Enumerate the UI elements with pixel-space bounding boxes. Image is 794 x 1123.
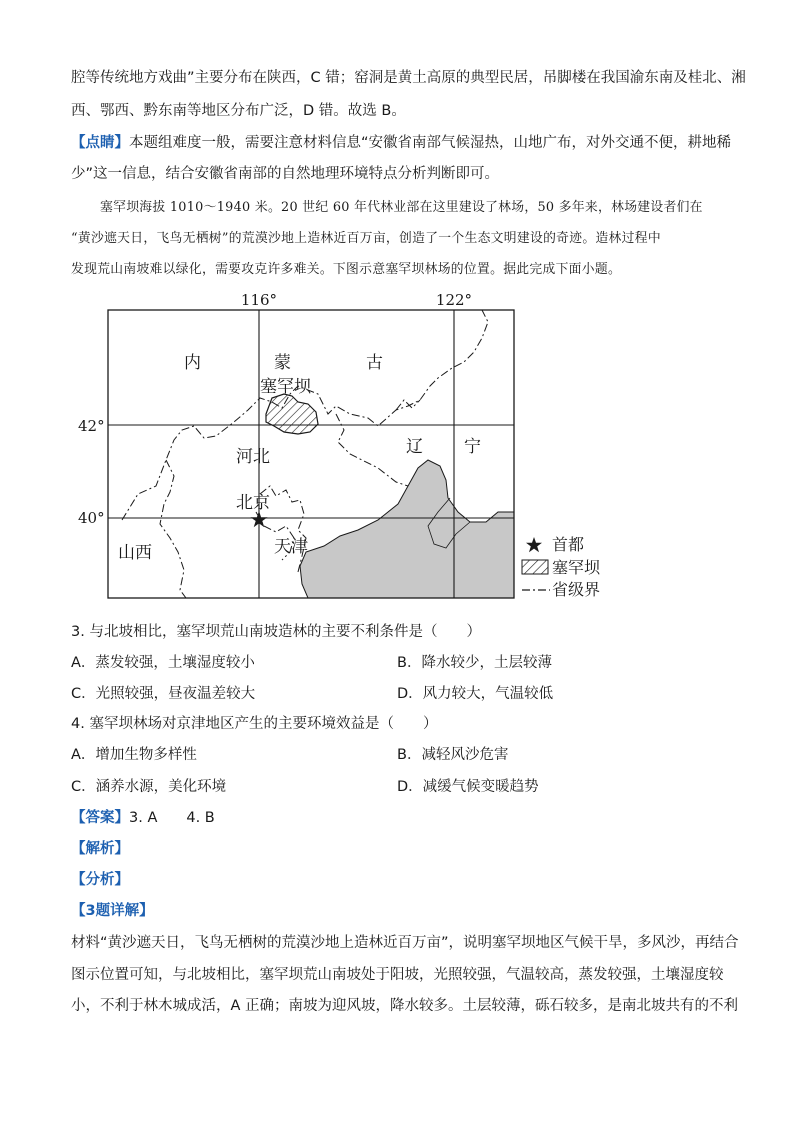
explanation-line: 小，不利于林木城成活，A 正确；南坡为迎风坡，降水较多。土层较薄，砾石较多，是南北坡共有的不利 <box>71 998 739 1014</box>
explanation-line: 西、鄂西、黔东南等地区分布广泛，D 错。故选 B。 <box>71 103 406 119</box>
material-line: 塞罕坝海拔 1010～1940 米。20 世纪 60 年代林业部在这里建设了林场，50 多年来，林场建设者们在 <box>100 200 703 215</box>
label-gu: 古 <box>366 353 383 373</box>
tip-line <box>71 131 731 152</box>
option-4d: D．减缓气候变暖趋势 <box>397 779 539 795</box>
tip-line: 少”这一信息，结合安徽省南部的自然地理环境特点分析判断即可。 <box>71 166 500 182</box>
longitude-122-label: 122° <box>435 291 473 309</box>
fenxi-tag: 【分析】 <box>71 872 129 888</box>
option-4b: B．减轻风沙危害 <box>397 747 509 763</box>
answer-text: 3. A 4. B <box>129 810 215 826</box>
legend-border-label: 省级界 <box>552 580 601 599</box>
analysis-tag: 【解析】 <box>71 841 129 857</box>
label-meng: 蒙 <box>274 353 291 373</box>
legend-capital-label: 首都 <box>552 535 585 554</box>
legend-saihanba-label: 塞罕坝 <box>552 558 601 577</box>
map-legend <box>522 535 601 599</box>
saihanba-location-map <box>78 290 618 606</box>
legend-star-icon <box>526 537 542 552</box>
label-beijing: 北京 <box>236 493 270 513</box>
answer-line <box>71 806 215 827</box>
latitude-40-label: 40° <box>78 509 105 527</box>
longitude-116-label: 116° <box>240 291 278 309</box>
label-liao: 辽 <box>406 437 423 457</box>
option-3a: A．蒸发较强，土壤湿度较小 <box>71 655 255 671</box>
tip-text: 本题组难度一般，需要注意材料信息“安徽省南部气候湿热，山地广布，对外交通不便，耕地稀 <box>129 135 732 151</box>
sea-area <box>300 460 514 598</box>
saihanba-area <box>266 394 318 434</box>
label-shanxi: 山西 <box>118 543 152 563</box>
option-4c: C．涵养水源，美化环境 <box>71 779 227 795</box>
question-3: 3. 与北坡相比，塞罕坝荒山南坡造林的主要不利条件是（ ） <box>71 624 481 640</box>
option-3d: D．风力较大，气温较低 <box>397 686 554 702</box>
legend-hatch-swatch <box>522 560 548 574</box>
explanation-line: 材料“黄沙遮天日，飞鸟无栖树的荒漠沙地上造林近百万亩”，说明塞罕坝地区气候干旱，多风沙，再结合 <box>71 935 739 951</box>
latitude-42-label: 42° <box>78 417 105 435</box>
option-3b: B．降水较少，土层较薄 <box>397 655 552 671</box>
label-tianjin: 天津 <box>274 537 308 557</box>
material-line: “黄沙遮天日，飞鸟无栖树”的荒漠沙地上造林近百万亩，创造了一个生态文明建设的奇迹。造林过程中 <box>71 231 661 246</box>
label-hebei: 河北 <box>236 447 270 467</box>
material-line: 发现荒山南坡难以绿化，需要攻克许多难关。下图示意塞罕坝林场的位置。据此完成下面小题。 <box>71 262 622 277</box>
option-4a: A．增加生物多样性 <box>71 747 197 763</box>
detail-3-tag: 【3题详解】 <box>71 903 154 919</box>
explanation-line: 图示位置可知，与北坡相比，塞罕坝荒山南坡处于阳坡，光照较强，气温较高，蒸发较强，土壤湿度较 <box>71 967 724 983</box>
explanation-line: 腔等传统地方戏曲”主要分布在陕西，C 错；窑洞是黄土高原的典型民居，吊脚楼在我国渝东南及桂北、湘 <box>71 70 746 86</box>
question-4: 4. 塞罕坝林场对京津地区产生的主要环境效益是（ ） <box>71 716 438 732</box>
answer-tag: 【答案】 <box>71 810 129 826</box>
tip-tag: 【点睛】 <box>71 135 129 151</box>
label-ning: 宁 <box>464 437 481 457</box>
option-3c: C．光照较强，昼夜温差较大 <box>71 686 256 702</box>
label-nei: 内 <box>184 353 201 373</box>
label-saihanba: 塞罕坝 <box>260 377 311 397</box>
